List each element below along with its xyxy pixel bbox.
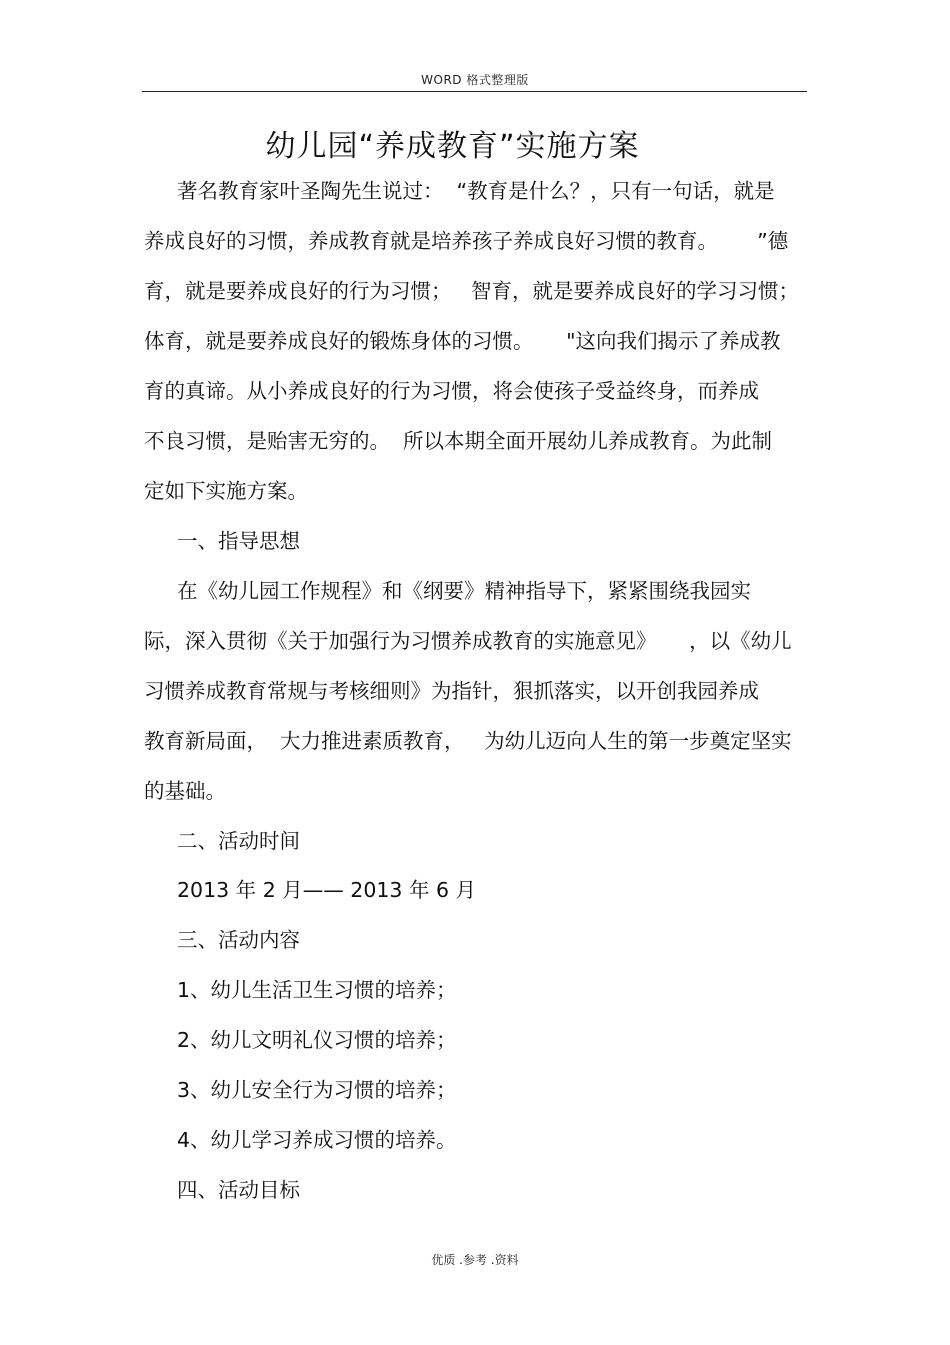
section-heading-activity-goals: 四、活动目标 — [177, 1178, 300, 1202]
body-line-12: 教育新局面， 大力推进素质教育， 为幼儿迈向人生的第一步奠定坚实 — [144, 729, 792, 753]
body-line-4: 体育，就是要养成良好的锻炼身体的习惯。 "这向我们揭示了养成教 — [144, 329, 781, 353]
activity-date-range: 2013 年 2 月—— 2013 年 6 月 — [177, 878, 477, 902]
body-line-3: 育，就是要养成良好的行为习惯； 智育，就是要养成良好的学习习惯； — [144, 279, 800, 303]
section-heading-activity-content: 三、活动内容 — [177, 928, 300, 952]
body-line-10: 际，深入贯彻《关于加强行为习惯养成教育的实施意见》 ，以《幼儿 — [144, 629, 792, 653]
body-line-13: 的基础。 — [144, 779, 226, 803]
page-footer: 优质 .参考 .资料 — [431, 1253, 519, 1267]
body-line-5: 育的真谛。从小养成良好的行为习惯，将会使孩子受益终身，而养成 — [144, 379, 759, 403]
body-line-1: 著名教育家叶圣陶先生说过： “教育是什么？，只有一句话，就是 — [177, 179, 775, 203]
page-header: WORD 格式整理版 — [421, 73, 529, 87]
list-item: 4、幼儿学习养成习惯的培养。 — [177, 1128, 457, 1152]
body-line-6: 不良习惯，是贻害无穷的。 所以本期全面开展幼儿养成教育。为此制 — [144, 429, 773, 453]
list-item: 1、幼儿生活卫生习惯的培养； — [177, 978, 457, 1002]
section-heading-activity-time: 二、活动时间 — [177, 829, 300, 853]
document-title: 幼儿园“养成教育”实施方案 — [265, 129, 640, 164]
list-item: 2、幼儿文明礼仪习惯的培养； — [177, 1028, 457, 1052]
body-line-2: 养成良好的习惯，养成教育就是培养孩子养成良好习惯的教育。 ”德 — [144, 229, 789, 253]
body-line-9: 在《幼儿园工作规程》和《纲要》精神指导下，紧紧围绕我园实 — [177, 579, 751, 603]
body-line-7: 定如下实施方案。 — [144, 479, 308, 503]
list-item: 3、幼儿安全行为习惯的培养； — [177, 1078, 457, 1102]
section-heading-guiding-thought: 一、指导思想 — [177, 529, 300, 553]
header-divider — [142, 91, 807, 92]
body-line-11: 习惯养成教育常规与考核细则》为指针，狠抓落实，以开创我园养成 — [144, 679, 759, 703]
